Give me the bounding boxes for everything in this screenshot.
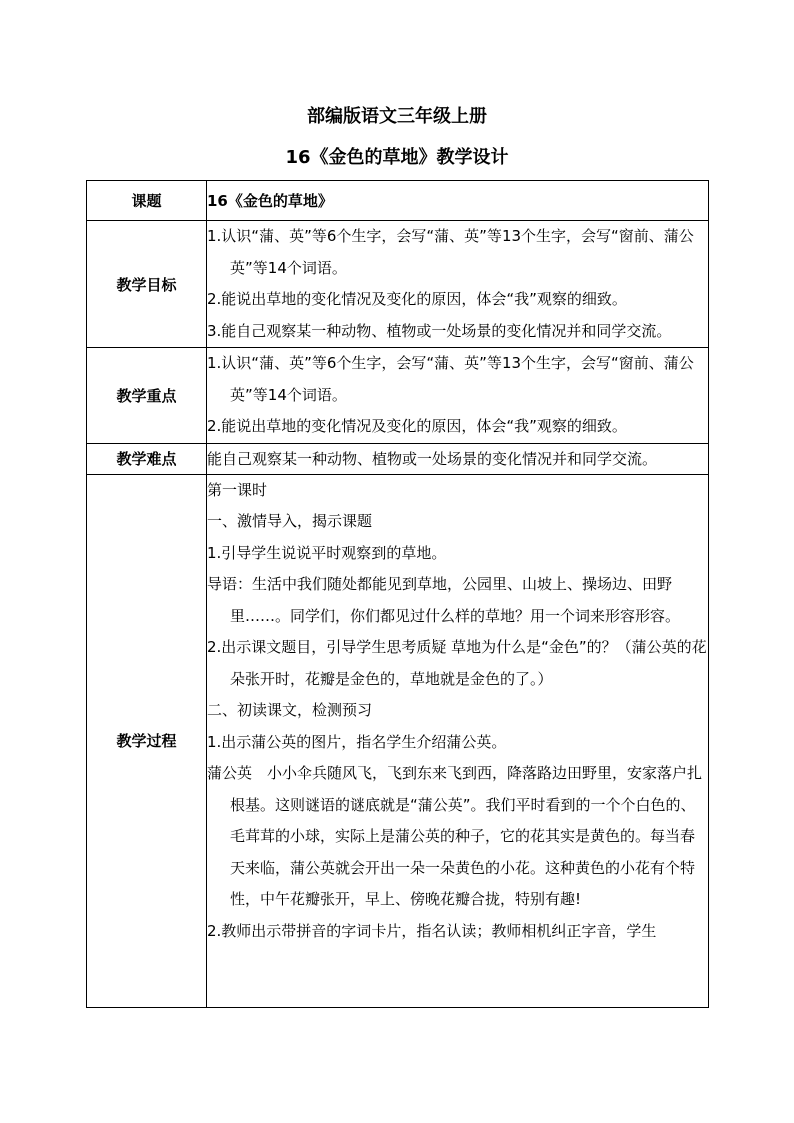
row-label-difficulty: 教学难点 <box>87 443 207 474</box>
process-text <box>207 475 708 1007</box>
process-item: 1.出示蒲公英的图片，指名学生介绍蒲公英。 <box>207 732 507 751</box>
lesson-plan-table <box>86 180 709 1008</box>
process-item: 2.出示课文题目，引导学生思考质疑 草地为什么是“金色”的？（蒲公英的花朵张开时，花瓣是金色的，草地就是金色的了。） <box>207 638 707 688</box>
table-row-key-points <box>87 348 709 444</box>
goal-item: 2.能说出草地的变化情况及变化的原因，体会“我”观察的细致。 <box>207 290 627 308</box>
difficulty-value: 能自己观察某一种动物、植物或一处场景的变化情况并和同学交流。 <box>207 443 709 474</box>
row-label-process: 教学过程 <box>87 474 207 1007</box>
key-points-content <box>207 348 709 444</box>
document-title: 部编版语文三年级上册 <box>307 106 487 127</box>
table-row-process <box>87 474 709 1007</box>
process-item: 1.引导学生说说平时观察到的草地。 <box>207 543 447 562</box>
key-point-item: 2.能说出草地的变化情况及变化的原因，体会“我”观察的细致。 <box>207 417 627 435</box>
process-item: 导语：生活中我们随处都能见到草地，公园里、山坡上、操场边、田野里……。同学们，你们都见过什么样的草地？用一个词来形容形容。 <box>207 575 681 625</box>
process-item: 二、初读课文，检测预习 <box>207 701 373 719</box>
table-row-topic <box>87 181 709 221</box>
row-label-key-points: 教学重点 <box>87 348 207 444</box>
topic-value: 16《金色的草地》 <box>207 181 709 221</box>
goal-item: 1.认识“蒲、英”等6个生字，会写“蒲、英”等13个生字，会写“窗前、蒲公英”等14个词语。 <box>207 227 694 277</box>
key-point-item: 1.认识“蒲、英”等6个生字，会写“蒲、英”等13个生字，会写“窗前、蒲公英”等14个词语。 <box>207 354 694 404</box>
row-label-topic: 课题 <box>87 181 207 221</box>
row-label-goals: 教学目标 <box>87 221 207 348</box>
process-item: 一、激情导入，揭示课题 <box>207 512 373 530</box>
process-item: 蒲公英 小小伞兵随风飞，飞到东来飞到西，降落路边田野里，安家落户扎根基。这则谜语的谜底就是“蒲公英”。我们平时看到的一个个白色的、毛茸茸的小球，实际上是蒲公英的种子，它的花其实是黄色的。每当春天来临，蒲公英就会开出一朵一朵黄色的小花。这种黄色的小花有个特性，中午花瓣张开，早上、傍晚花瓣合拢，特别有趣! <box>207 764 703 908</box>
goal-item: 3.能自己观察某一种动物、植物或一处场景的变化情况并和同学交流。 <box>207 321 672 340</box>
process-item: 第一课时 <box>207 480 268 499</box>
goals-content <box>207 221 709 348</box>
document-subtitle: 16《金色的草地》教学设计 <box>285 147 509 168</box>
process-item: 2.教师出示带拼音的字词卡片，指名认读；教师相机纠正字音，学生 <box>207 921 657 940</box>
process-content <box>207 474 709 1007</box>
table-row-goals <box>87 221 709 348</box>
table-row-difficulty <box>87 443 709 474</box>
